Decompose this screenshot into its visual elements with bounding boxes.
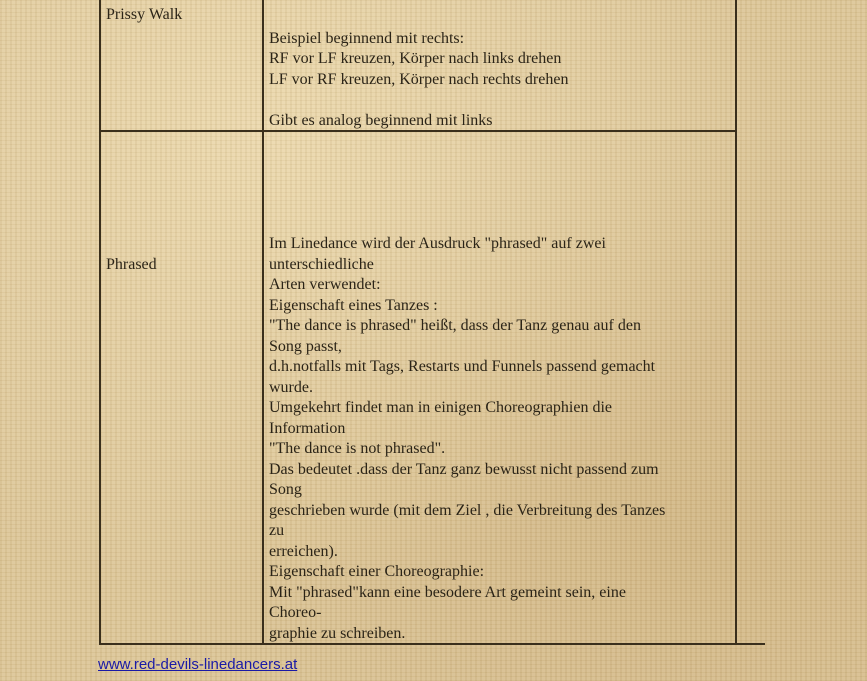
definition-line: Das bedeutet .dass der Tanz ganz bewusst nicht passend zum bbox=[269, 460, 659, 478]
table-border-right bbox=[735, 0, 737, 645]
definition-line: Beispiel beginnend mit rechts: bbox=[269, 29, 465, 47]
definition-cell bbox=[269, 8, 568, 131]
definition-line: Im Linedance wird der Ausdruck "phrased" auf zwei bbox=[269, 235, 606, 252]
table-border-left bbox=[99, 0, 101, 645]
definition-line: Information bbox=[269, 419, 346, 437]
definition-line: Song passt, bbox=[269, 337, 342, 355]
term-cell: Phrased bbox=[106, 256, 157, 273]
definition-line: LF vor RF kreuzen, Körper nach rechts drehen bbox=[269, 70, 569, 88]
definition-line bbox=[269, 90, 568, 111]
definition-line: "The dance is not phrased". bbox=[269, 440, 446, 457]
term-cell: Prissy Walk bbox=[106, 6, 183, 23]
definition-line: Mit "phrased"kann eine besodere Art gemeint sein, eine bbox=[269, 583, 626, 601]
definition-line: Song bbox=[269, 481, 302, 498]
definition-line: wurde. bbox=[269, 378, 313, 396]
definition-line: Choreo- bbox=[269, 604, 322, 621]
definition-cell bbox=[269, 234, 665, 644]
definition-line: unterschiedliche bbox=[269, 255, 374, 273]
definition-line: Gibt es analog beginnend mit links bbox=[269, 111, 493, 129]
definition-line: Eigenschaft einer Choreographie: bbox=[269, 563, 485, 580]
definition-line: "The dance is phrased" heißt, dass der Tanz genau auf den bbox=[269, 317, 641, 334]
definition-line: erreichen). bbox=[269, 542, 338, 560]
definition-line: RF vor LF kreuzen, Körper nach links drehen bbox=[269, 50, 562, 67]
table-column-divider bbox=[262, 0, 264, 645]
definition-line: zu bbox=[269, 522, 285, 539]
definition-line bbox=[269, 8, 568, 29]
definition-line: Eigenschaft eines Tanzes : bbox=[269, 296, 438, 314]
website-link[interactable]: www.red-devils-linedancers.at bbox=[98, 656, 298, 673]
definition-line: graphie zu schreiben. bbox=[269, 624, 406, 642]
definition-line: d.h.notfalls mit Tags, Restarts und Funnels passend gemacht bbox=[269, 358, 656, 375]
definition-line: Umgekehrt findet man in einigen Choreographien die bbox=[269, 399, 613, 416]
definition-line: Arten verwendet: bbox=[269, 276, 381, 293]
definition-line: geschrieben wurde (mit dem Ziel , die Verbreitung des Tanzes bbox=[269, 501, 666, 519]
